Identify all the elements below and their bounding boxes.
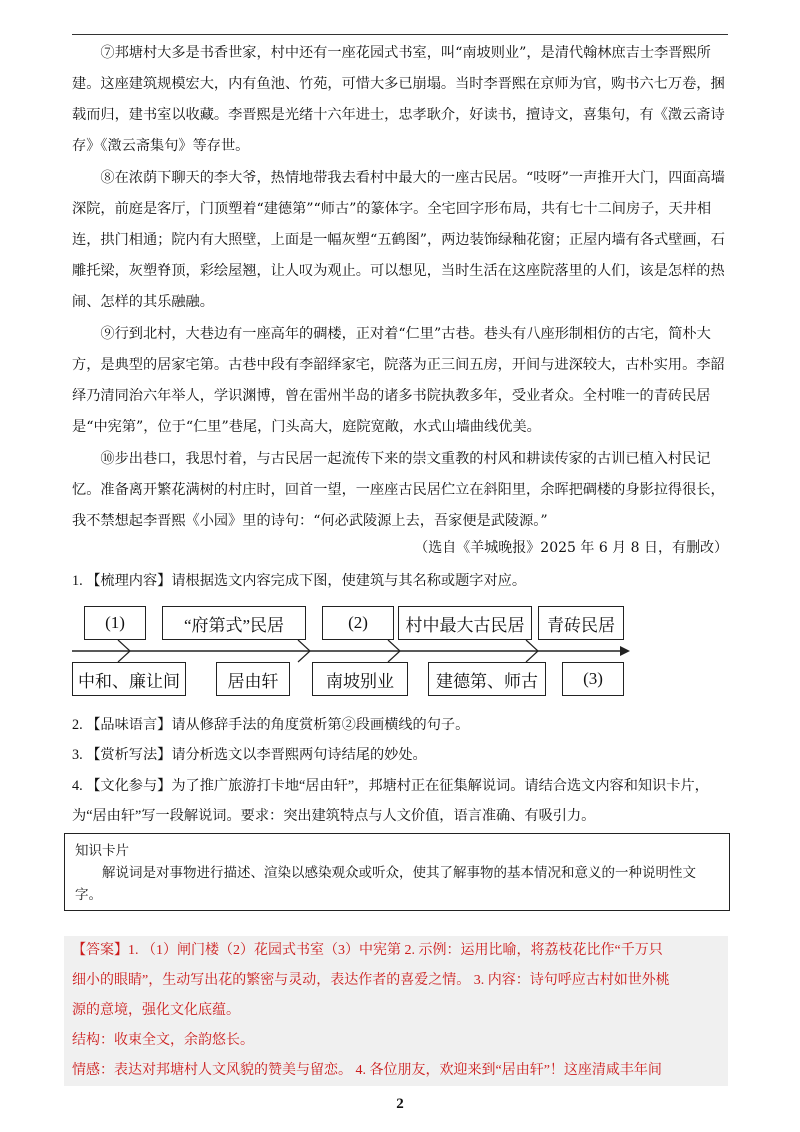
knowledge-card-title: 知识卡片 — [75, 843, 129, 859]
answer-line-2: 细小的眼睛”，生动写出花的繁密与灵动，表达作者的喜爱之情。 3. 内容：诗句呼应古村如世外桃 — [72, 973, 670, 988]
diagram-bottom-box-2: 居由轩 — [216, 662, 290, 696]
diagram-top-box-4: 村中最大古民居 — [398, 606, 532, 640]
diagram-top-box-1: (1) — [84, 606, 146, 640]
question-4-line-1: 4. 【文化参与】为了推广旅游打卡地“居由轩”，邦塘村正在征集解说词。请结合选文内容和知识卡片， — [72, 778, 709, 794]
question-3: 3. 【赏析写法】请分析选文以李晋熙两句诗结尾的妙处。 — [72, 747, 427, 763]
answer-line-1-text: 1. （1）闸门楼（2）花园式书室（3）中宪第 2. 示例：运用比喻，将荔枝花比作“千万只 — [128, 943, 663, 958]
answer-line-3: 源的意境，强化文化底蕴。 — [72, 1003, 240, 1018]
diagram-top-box-3: (2) — [322, 606, 394, 640]
answer-label: 【答案】 — [72, 943, 128, 958]
paragraph-10: ⑩步出巷口，我思忖着，与古民居一起流传下来的崇文重教的村风和耕读传家的古训已植入村民记忆。准备离开繁花满树的村庄时，回首一望，一座座古民居伫立在斜阳里，余晖把碉楼的身影拉得很长，我不禁想起李晋熙《小园》里的诗句：“何必武陵源上去，吾家便是武陵源。” — [72, 451, 725, 529]
paragraph-7: ⑦邦塘村大多是书香世家，村中还有一座花园式书室，叫“南坡则业”，是清代翰林庶吉士李晋熙所建。这座建筑规模宏大，内有鱼池、竹苑，可惜大多已崩塌。当时李晋熙在京师为官，购书六七万卷，捆载而归，建书室以收藏。李晋熙是光绪十六年进士，忠孝耿介，好读书，擅诗文，喜集句，有《澂云斋诗存》《澂云斋集句》等存世。 — [72, 45, 725, 154]
diagram-top-box-5: 青砖民居 — [538, 606, 624, 640]
answer-line-1 — [72, 936, 720, 966]
paragraph-9: ⑨行到北村，大巷边有一座高年的碉楼，正对着“仁里”古巷。巷头有八座形制相仿的古宅，简朴大方，是典型的居家宅第。古巷中段有李韶绎家宅，院落为正三间五房，开间与进深较大，古朴实用。李韶绎乃清同治六年举人，学识渊博，曾在雷州半岛的诸多书院执教多年，受业者众。全村唯一的青砖民居是“中宪第”，位于“仁里”巷尾，门头高大，庭院宽敞，水式山墙曲线优美。 — [72, 326, 725, 435]
diagram-bottom-box-4: 建德第、师古 — [428, 662, 546, 696]
page-number: 2 — [396, 1096, 404, 1112]
question-4-line-2: 为“居由轩”写一段解说词。要求：突出建筑特点与人文价值，语言准确、有吸引力。 — [72, 808, 596, 824]
diagram-bottom-box-3: 南坡别业 — [312, 662, 408, 696]
question-1: 1. 【梳理内容】请根据选文内容完成下图，使建筑与其名称或题字对应。 — [72, 573, 527, 589]
answer-line-4: 结构：收束全文，余韵悠长。 — [72, 1033, 254, 1048]
answer-line-5: 情感：表达对邦塘村人文风貌的赞美与留恋。 4. 各位朋友，欢迎来到“居由轩”！这座清咸丰年间 — [72, 1063, 662, 1078]
diagram-bottom-box-5: (3) — [562, 662, 624, 696]
source-citation: （选自《羊城晚报》2025 年 6 月 8 日，有删改） — [414, 540, 728, 556]
knowledge-card-body: 解说词是对事物进行描述、渲染以感染观众或听众，使其了解事物的基本情况和意义的一种说明性文字。 — [75, 865, 696, 903]
answer-section — [64, 936, 728, 1086]
knowledge-card — [64, 833, 730, 911]
diagram-bottom-box-1: 中和、廉让间 — [72, 662, 186, 696]
question-2: 2. 【品味语言】请从修辞手法的角度赏析第②段画横线的句子。 — [72, 717, 470, 733]
diagram-top-box-2: “府第式”民居 — [162, 606, 306, 640]
paragraph-8: ⑧在浓荫下聊天的李大爷，热情地带我去看村中最大的一座古民居。“吱呀”一声推开大门，四面高墙深院，前庭是客厅，门顶塑着“建德第”“师古”的篆体字。全宅回字形布局，共有七十二间房子，天井相连，拱门相通；院内有大照壁，上面是一幅灰塑“五鹤图”，两边装饰绿釉花窗；正屋内墙有各式壁画，石雕托梁，灰塑脊顶，彩绘屋翘，让人叹为观止。可以想见，当时生活在这座院落里的人们，该是怎样的热闹、怎样的其乐融融。 — [72, 170, 725, 310]
